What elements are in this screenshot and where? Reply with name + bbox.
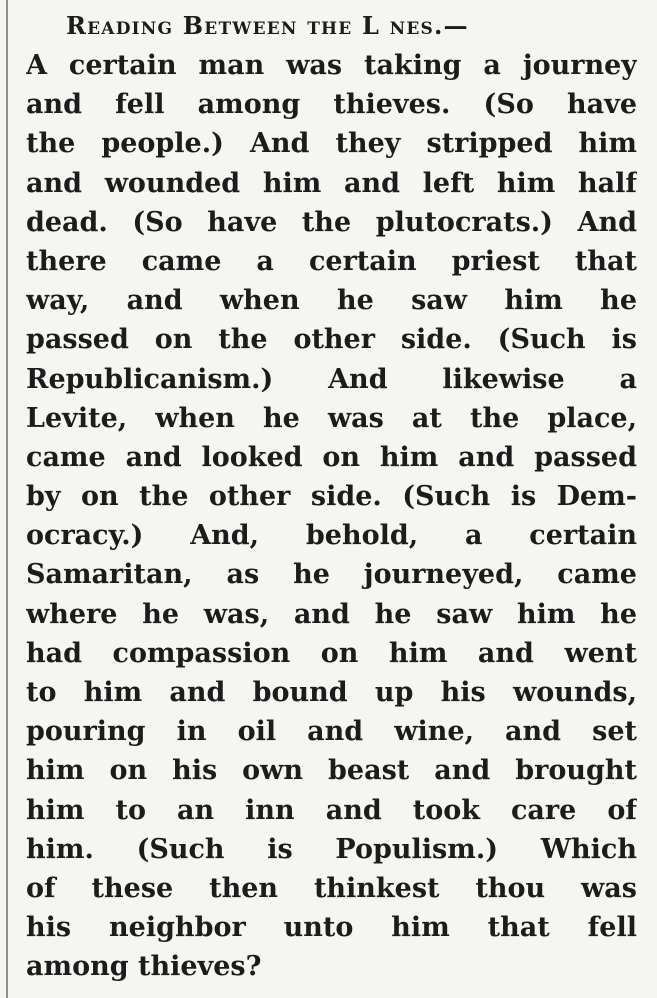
column-rule xyxy=(6,0,8,998)
text-line: A certain man was taking a journey xyxy=(26,50,637,81)
text-line: him to an inn and took care of xyxy=(26,794,637,826)
text-line: by on the other side. (Such is Dem- xyxy=(26,481,637,513)
text-line: and fell among thieves. (So have xyxy=(26,89,637,121)
text-line: Republicanism.) And likewise a xyxy=(26,363,637,395)
text-line: had compassion on him and went xyxy=(26,637,637,669)
text-line: of these then thinkest thou was xyxy=(26,872,637,904)
text-line: came and looked on him and passed xyxy=(26,441,637,473)
text-line: dead. (So have the plutocrats.) And xyxy=(26,206,637,238)
text-line: the people.) And they stripped him xyxy=(26,128,637,160)
text-line: his neighbor unto him that fell xyxy=(26,912,637,944)
text-line: where he was, and he saw him he xyxy=(26,598,637,630)
text-line: way, and when he saw him he xyxy=(26,285,637,317)
text-line: Levite, when he was at the place, xyxy=(26,402,637,434)
text-line: among thieves? xyxy=(26,951,262,983)
text-line: there came a certain priest that xyxy=(26,245,637,277)
article xyxy=(26,6,637,987)
headline: Reading Between the L nes.— xyxy=(66,11,469,40)
text-line: to him and bound up his wounds, xyxy=(26,677,637,708)
text-line: him on his own beast and brought xyxy=(26,755,637,787)
text-line: passed on the other side. (Such is xyxy=(26,324,637,356)
text-line: ocracy.) And, behold, a certain xyxy=(26,520,637,552)
text-line: Samaritan, as he journeyed, came xyxy=(26,559,637,591)
text-line: him. (Such is Populism.) Which xyxy=(26,833,637,865)
text-line: pouring in oil and wine, and set xyxy=(26,716,637,748)
text-line: and wounded him and left him half xyxy=(26,167,637,199)
